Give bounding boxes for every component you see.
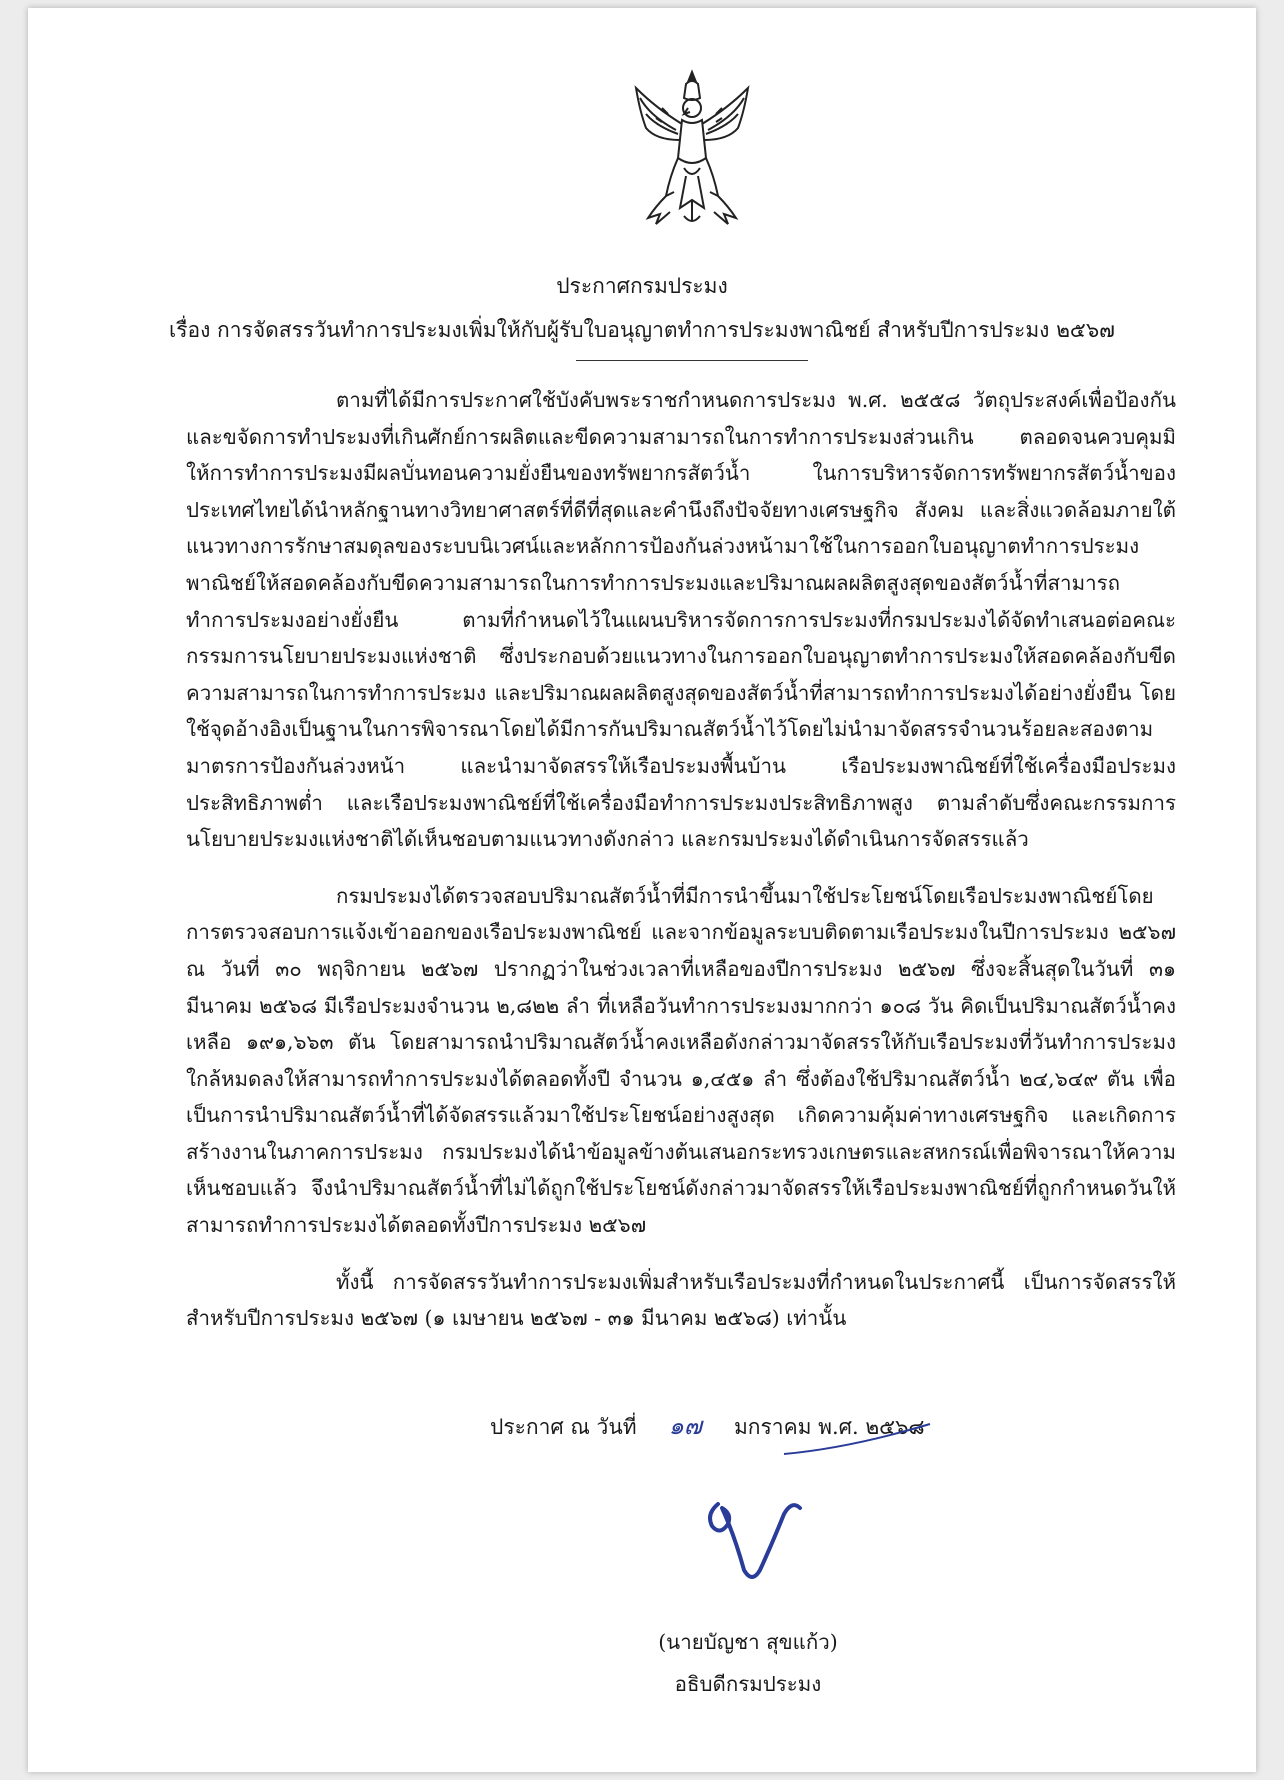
body-paragraph-1: ตามที่ได้มีการประกาศใช้บังคับพระราชกำหนดการประมง พ.ศ. ๒๕๕๘ วัตถุประสงค์เพื่อป้องกันและขจัดการทำประมงที่เกินศักย์การผลิตและขีดความสามารถในการทำการประมงส่วนเกิน ตลอดจนควบคุมมิให้การทำการประมงมีผลบั่นทอนความยั่งยืนของทรัพยากรสัตว์น้ำ ในการบริหารจัดการทรัพยากรสัตว์น้ำของประเทศไทยได้นำหลักฐานทางวิทยาศาสตร์ที่ดีที่สุดและคำนึงถึงปัจจัยทางเศรษฐกิจ สังคม และสิ่งแวดล้อมภายใต้แนวทางการรักษาสมดุลของระบบนิเวศน์และหลักการป้องกันล่วงหน้ามาใช้ในการออกใบอนุญาตทำการประมงพาณิชย์ให้สอดคล้องกับขีดความสามารถในการทำการประมงและปริมาณผลผลิตสูงสุดของสัตว์น้ำที่สามารถทำการประมงอย่างยั่งยืน ตามที่กำหนดไว้ในแผนบริหารจัดการการประมงที่กรมประมงได้จัดทำเสนอต่อคณะกรรมการนโยบายประมงแห่งชาติ ซึ่งประกอบด้วยแนวทางในการออกใบอนุญาตทำการประมงให้สอดคล้องกับขีดความสามารถในการทำการประมง และปริมาณผลผลิตสูงสุดของสัตว์น้ำที่สามารถทำการประมงได้อย่างยั่งยืน โดยใช้จุดอ้างอิงเป็นฐานในการพิจารณาโดยได้มีการกันปริมาณสัตว์น้ำไว้โดยไม่นำมาจัดสรรจำนวนร้อยละสองตามมาตรการป้องกันล่วงหน้า และนำมาจัดสรรให้เรือประมงพื้นบ้าน เรือประมงพาณิชย์ที่ใช้เครื่องมือประมงประสิทธิภาพต่ำ และเรือประมงพาณิชย์ที่ใช้เครื่องมือทำการประมงประสิทธิภาพสูง ตามลำดับซึ่งคณะกรรมการนโยบายประมงแห่งชาติได้เห็นชอบตามแนวทางดังกล่าว และกรมประมงได้ดำเนินการจัดสรรแล้ว (186, 388, 1176, 852)
dateline-month-year: มกราคม พ.ศ. ๒๕๖๘ (733, 1415, 925, 1439)
garuda-emblem-icon (626, 68, 758, 228)
document-page (28, 8, 1256, 1772)
signatory-name: (นายบัญชา สุขแก้ว) (658, 1630, 838, 1654)
date-underline-stroke (780, 1418, 940, 1458)
handwritten-signature (688, 1474, 818, 1604)
signatory-position: อธิบดีกรมประมง (674, 1672, 822, 1696)
announcement-body (186, 382, 1176, 1357)
body-paragraph-2: กรมประมงได้ตรวจสอบปริมาณสัตว์น้ำที่มีการนำขึ้นมาใช้ประโยชน์โดยเรือประมงพาณิชย์โดยการตรวจสอบการแจ้งเข้าออกของเรือประมงพาณิชย์ และจากข้อมูลระบบติดตามเรือประมงในปีการประมง ๒๕๖๗ ณ วันที่ ๓๐ พฤจิกายน ๒๕๖๗ ปรากฏว่าในช่วงเวลาที่เหลือของปีการประมง ๒๕๖๗ ซึ่งจะสิ้นสุดในวันที่ ๓๑ มีนาคม ๒๕๖๘ มีเรือประมงจำนวน ๒,๘๒๒ ลำ ที่เหลือวันทำการประมงมากกว่า ๑๐๘ วัน คิดเป็นปริมาณสัตว์น้ำคงเหลือ ๑๙๑,๖๖๓ ตัน โดยสามารถนำปริมาณสัตว์น้ำคงเหลือดังกล่าวมาจัดสรรให้กับเรือประมงที่วันทำการประมงใกล้หมดลงให้สามารถทำการประมงได้ตลอดทั้งปี จำนวน ๑,๔๕๑ ลำ ซึ่งต้องใช้ปริมาณสัตว์น้ำ ๒๔,๖๔๙ ตัน เพื่อเป็นการนำปริมาณสัตว์น้ำที่ได้จัดสรรแล้วมาใช้ประโยชน์อย่างสูงสุด เกิดความคุ้มค่าทางเศรษฐกิจ และเกิดการสร้างงานในภาคการประมง กรมประมงได้นำข้อมูลข้างต้นเสนอกระทรวงเกษตรและสหกรณ์เพื่อพิจารณาให้ความเห็นชอบแล้ว จึงนำปริมาณสัตว์น้ำที่ไม่ได้ถูกใช้ประโยชน์ดังกล่าวมาจัดสรรให้เรือประมงพาณิชย์ที่ถูกกำหนดวันให้สามารถทำการประมงได้ตลอดทั้งปีการประมง ๒๕๖๗ (186, 883, 1176, 1238)
title-divider (576, 360, 808, 361)
dateline-day-handwritten: ๑๗ (668, 1412, 702, 1440)
announcement-issuer: ประกาศกรมประมง (556, 274, 728, 298)
body-paragraph-3: ทั้งนี้ การจัดสรรวันทำการประมงเพิ่มสำหรับเรือประมงที่กำหนดในประกาศนี้ เป็นการจัดสรรให้สำหรับปีการประมง ๒๕๖๗ (๑ เมษายน ๒๕๖๗ - ๓๑ มีนาคม ๒๕๖๘) เท่านั้น (186, 1269, 1176, 1331)
announcement-subject: เรื่อง การจัดสรรวันทำการประมงเพิ่มให้กับผู้รับใบอนุญาตทำการประมงพาณิชย์ สำหรับปีการประมง ๒๕๖๗ (169, 318, 1115, 342)
dateline-prefix: ประกาศ ณ วันที่ (490, 1415, 637, 1439)
